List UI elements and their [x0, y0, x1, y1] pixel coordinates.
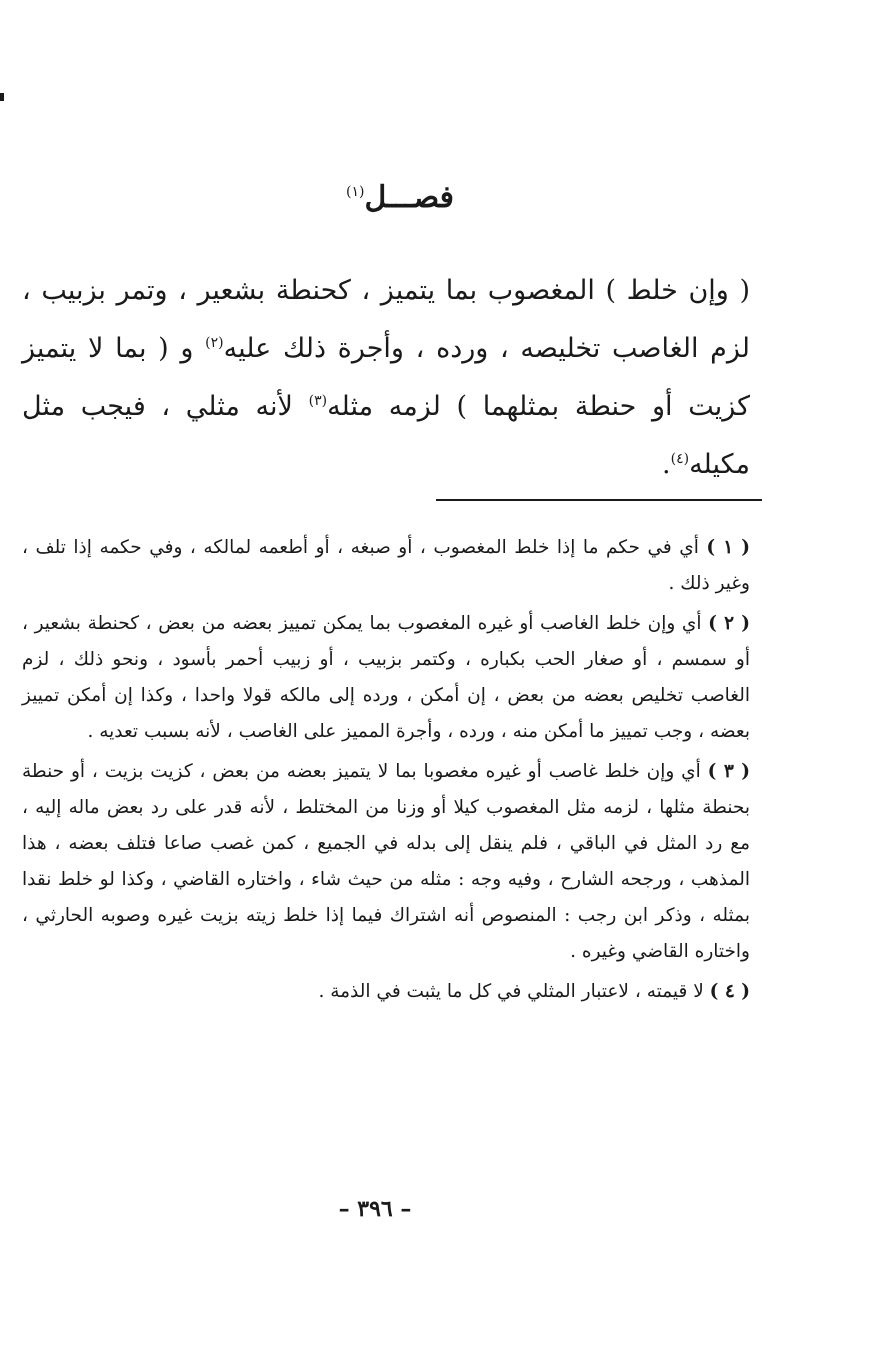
footnote-number: ( ٤ ): [709, 981, 750, 1002]
note-ref-4: (٤): [670, 451, 690, 467]
main-text-part-1: ( وإن خلط ) المغصوب بما يتميز ، كحنطة بشعير ، وتمر بزبيب ، لزم الغاصب تخليصه ، ورده ، وأجرة ذلك عليه: [22, 275, 750, 364]
footnote-number: ( ١ ): [706, 537, 750, 558]
footnote-text: أي وإن خلط غاصب أو غيره مغصوبا بما لا يتميز بعضه من بعض ، كزيت بزيت ، أو حنطة بحنطة مثلها ، لزمه مثل المغصوب كيلا أو وزنا من المختلط ، لأنه قدر على رد بعض ماله إليه ، مع رد المثل في الباقي ، فلم ينقل إلى بدله في الجميع ، كمن غصب صاعا فتلف بعضه ، هذا المذهب ، ورجحه الشارح ، وفيه وجه : مثله من حيث شاء ، واختاره القاضي ، وكذا لو خلط نقدا بمثله ، وذكر ابن رجب : المنصوص أنه اشتراك فيما إذا خلط زيته بزيت غيره وصوبه الحارثي ، واختاره القاضي وغيره .: [22, 761, 750, 962]
footnote-3: [22, 754, 750, 970]
main-text-part-3: لأنه مثلي ، فيجب مثل مكيله: [22, 391, 750, 480]
footnote-text: أي وإن خلط الغاصب أو غيره المغصوب بما يمكن تمييز بعضه من بعض ، كحنطة بشعير ، أو سمسم ، أو صغار الحب بكباره ، وكتمر بزبيب ، أو زبيب أحمر بأسود ، ونحو ذلك ، لزم الغاصب تخليص بعضه من بعض ، إن أمكن ، ورده إلى مالكه قولا واحدا ، وكذا إن أمكن تمييز بعضه ، وجب تمييز ما أمكن منه ، ورده ، وأجرة المميز على الغاصب ، لأنه بسبب تعديه .: [22, 613, 750, 742]
footnote-text: لا قيمته ، لاعتبار المثلي في كل ما يثبت في الذمة .: [318, 981, 704, 1002]
note-ref-2: (٢): [205, 335, 224, 351]
footnote-number: ( ٢ ): [708, 613, 750, 634]
section-title-text: فصـــل: [364, 180, 454, 215]
note-ref-3: (٣): [308, 393, 328, 409]
footnote-text: أي في حكم ما إذا خلط المغصوب ، أو صبغه ، أو أطعمه لمالكه ، وفي حكمه إذا تلف ، وغير ذلك .: [22, 537, 750, 594]
main-text-end: .: [662, 449, 671, 480]
section-title: [300, 180, 500, 215]
main-paragraph: [22, 262, 750, 494]
footnote-4: [22, 974, 750, 1010]
footnote-number: ( ٣ ): [707, 761, 750, 782]
footnote-separator: [436, 499, 762, 501]
section-title-note: (١): [346, 184, 365, 200]
main-text-part-2: و ( بما لا يتميز كزيت أو حنطة بمثلهما ) لزمه مثله: [22, 333, 750, 422]
margin-mark: [0, 93, 4, 101]
footnote-2: [22, 606, 750, 750]
footnotes: [22, 530, 750, 1014]
footnote-1: [22, 530, 750, 602]
page-number: – ٣٩٦ –: [338, 1196, 412, 1222]
